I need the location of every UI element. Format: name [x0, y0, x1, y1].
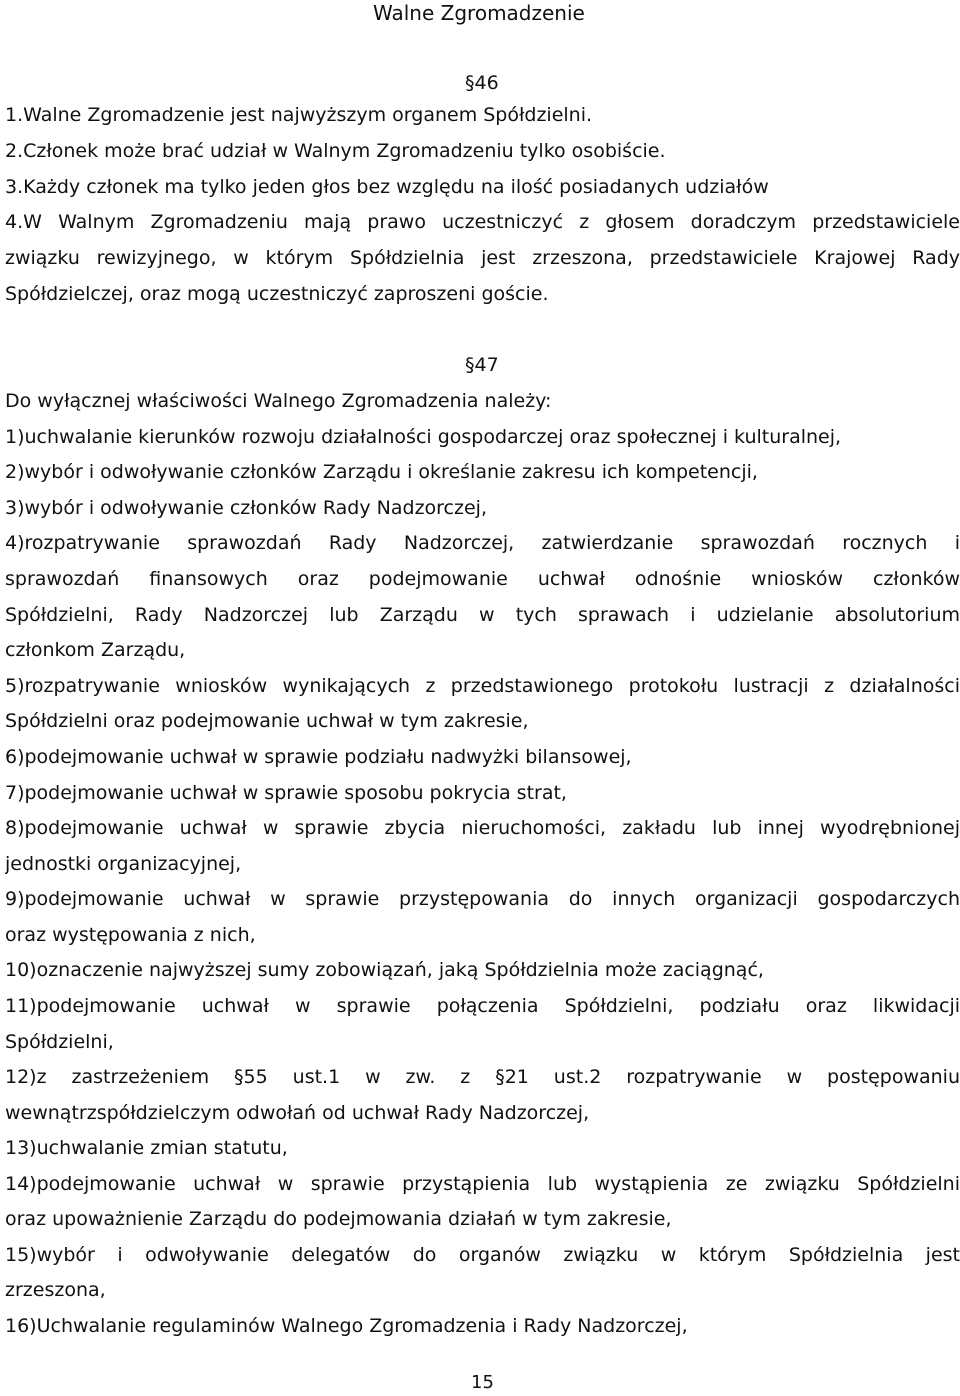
- document-heading: Walne Zgromadzenie: [373, 1, 585, 25]
- section-47-line: 5)rozpatrywanie wniosków wynikających z przedstawionego protokołu lustracji z działalności: [5, 675, 960, 697]
- section-46-mark: §46: [465, 72, 499, 94]
- section-47-line: 11)podejmowanie uchwał w sprawie połączenia Spółdzielni, podziału oraz likwidacji: [5, 995, 960, 1017]
- section-47-line: 15)wybór i odwoływanie delegatów do organów związku w którym Spółdzielnia jest: [5, 1244, 960, 1266]
- section-47-line: 3)wybór i odwoływanie członków Rady Nadzorczej,: [5, 497, 487, 519]
- section-47-line: oraz występowania z nich,: [5, 924, 256, 946]
- section-46-line: 1.Walne Zgromadzenie jest najwyższym organem Spółdzielni.: [5, 104, 593, 126]
- section-47-line: sprawozdań finansowych oraz podejmowanie uchwał odnośnie wniosków członków: [5, 568, 960, 590]
- section-46-line: 3.Każdy członek ma tylko jeden głos bez względu na ilość posiadanych udziałów: [5, 176, 769, 198]
- section-47-line: 1)uchwalanie kierunków rozwoju działalności gospodarczej oraz społecznej i kulturalnej,: [5, 426, 842, 448]
- section-47-line: jednostki organizacyjnej,: [5, 853, 242, 875]
- section-47-line: 4)rozpatrywanie sprawozdań Rady Nadzorczej, zatwierdzanie sprawozdań rocznych i: [5, 532, 960, 554]
- section-47-line: 8)podejmowanie uchwał w sprawie zbycia nieruchomości, zakładu lub innej wyodrębnionej: [5, 817, 960, 839]
- section-47-line: Spółdzielni oraz podejmowanie uchwał w tym zakresie,: [5, 710, 529, 732]
- section-46-line: związku rewizyjnego, w którym Spółdzielnia jest zrzeszona, przedstawiciele Krajowej Rady: [5, 247, 960, 269]
- section-47-line: zrzeszona,: [5, 1279, 106, 1301]
- section-47-line: 6)podejmowanie uchwał w sprawie podziału nadwyżki bilansowej,: [5, 746, 632, 768]
- section-47-line: Spółdzielni, Rady Nadzorczej lub Zarządu w tych sprawach i udzielanie absolutorium: [5, 604, 960, 626]
- section-47-line: wewnątrzspółdzielczym odwołań od uchwał Rady Nadzorczej,: [5, 1102, 590, 1124]
- section-47-line: 16)Uchwalanie regulaminów Walnego Zgromadzenia i Rady Nadzorczej,: [5, 1315, 688, 1337]
- section-47-line: 12)z zastrzeżeniem §55 ust.1 w zw. z §21 ust.2 rozpatrywanie w postępowaniu: [5, 1066, 960, 1088]
- section-47-line: 2)wybór i odwoływanie członków Zarządu i określanie zakresu ich kompetencji,: [5, 461, 758, 483]
- section-46-line: Spółdzielczej, oraz mogą uczestniczyć zaproszeni goście.: [5, 283, 549, 305]
- section-46-line: 4.W Walnym Zgromadzeniu mają prawo uczestniczyć z głosem doradczym przedstawiciele: [5, 211, 960, 233]
- section-47-line: oraz upoważnienie Zarządu do podejmowania działań w tym zakresie,: [5, 1208, 672, 1230]
- section-46-line: 2.Członek może brać udział w Walnym Zgromadzeniu tylko osobiście.: [5, 140, 666, 162]
- section-47-line: 7)podejmowanie uchwał w sprawie sposobu pokrycia strat,: [5, 782, 567, 804]
- section-47-mark: §47: [465, 354, 499, 376]
- section-47-line: Spółdzielni,: [5, 1031, 114, 1053]
- section-47-line: członkom Zarządu,: [5, 639, 186, 661]
- section-47-intro: Do wyłącznej właściwości Walnego Zgromadzenia należy:: [5, 390, 552, 412]
- section-47-line: 13)uchwalanie zmian statutu,: [5, 1137, 288, 1159]
- section-47-line: 10)oznaczenie najwyższej sumy zobowiązań, jaką Spółdzielnia może zaciągnąć,: [5, 959, 764, 981]
- section-47-line: 14)podejmowanie uchwał w sprawie przystąpienia lub wystąpienia ze związku Spółdzielni: [5, 1173, 960, 1195]
- section-47-line: 9)podejmowanie uchwał w sprawie przystępowania do innych organizacji gospodarczych: [5, 888, 960, 910]
- page-number: 15: [471, 1372, 494, 1393]
